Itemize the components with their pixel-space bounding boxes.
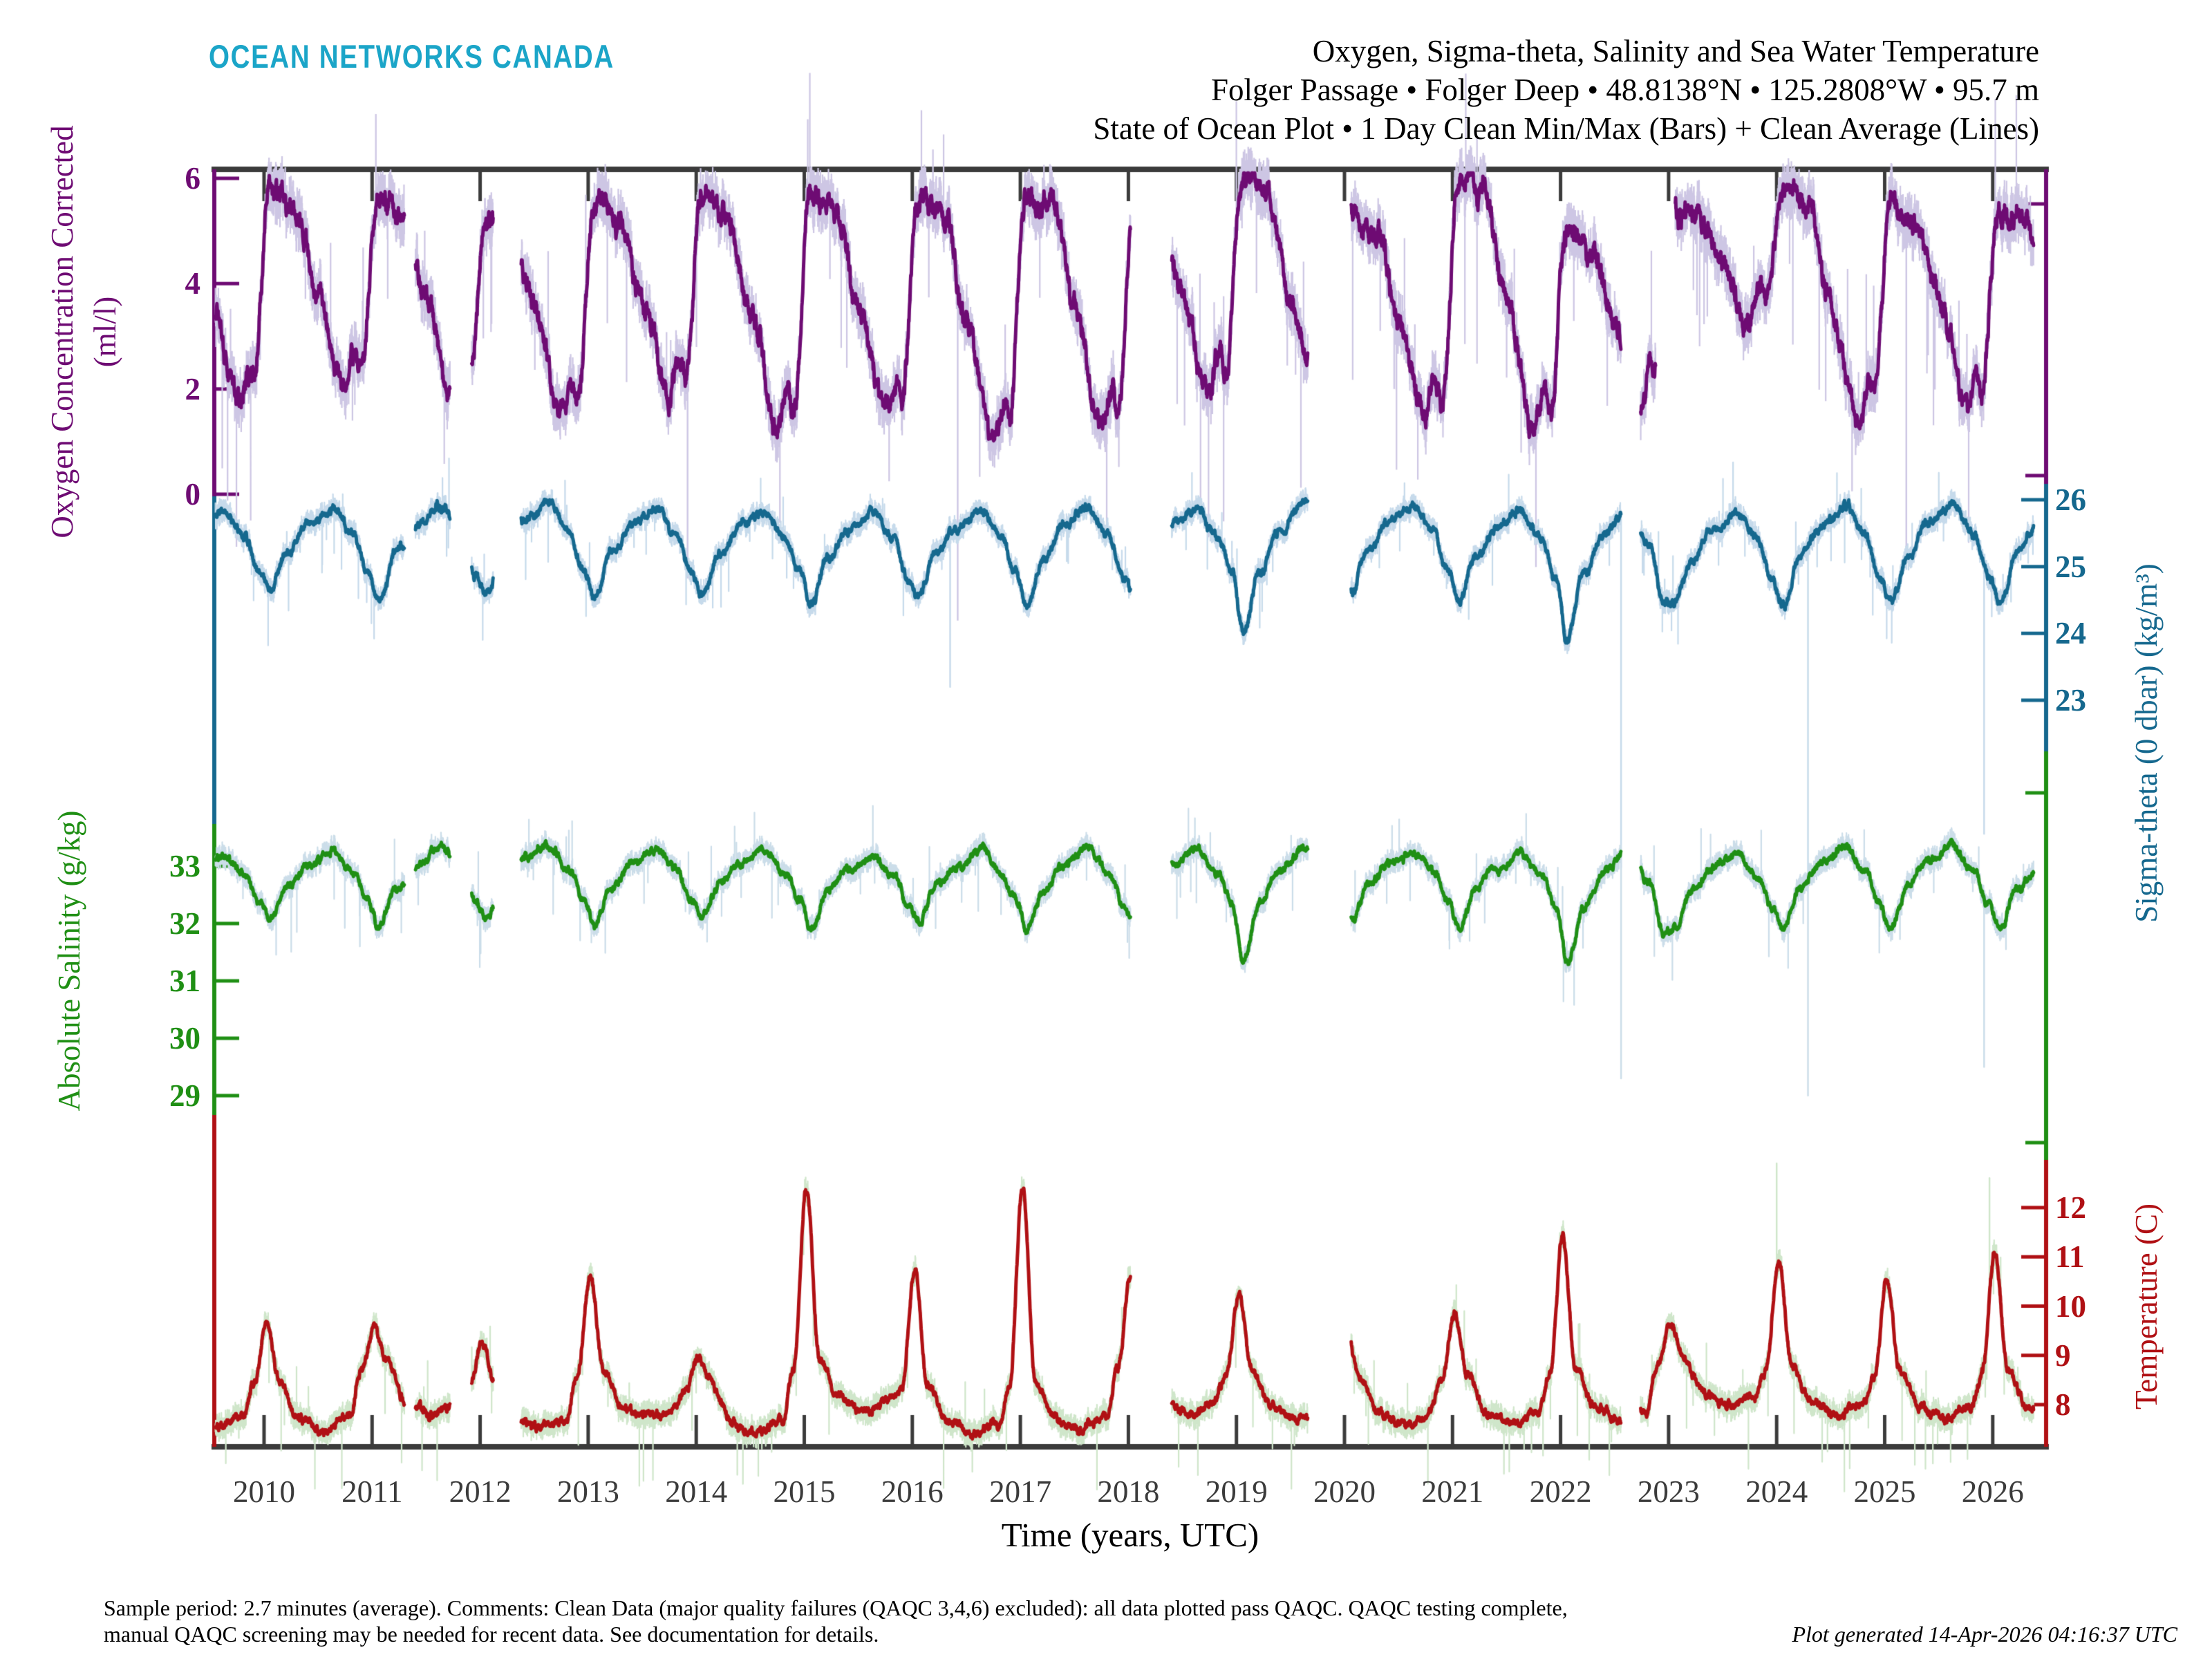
x-tick-label-year: 2016 [881, 1474, 944, 1509]
y-axis-title-salinity: Absolute Salinity (g/kg) [52, 810, 86, 1112]
y-tick-label-temperature: 10 [2055, 1288, 2086, 1324]
x-tick-label-year: 2023 [1637, 1474, 1700, 1509]
y-tick-label-temperature: 12 [2055, 1190, 2086, 1225]
y-tick-label-sigma_theta: 24 [2055, 616, 2086, 651]
x-tick-label-year: 2020 [1313, 1474, 1376, 1509]
y-tick-label-oxygen: 6 [185, 160, 200, 196]
x-tick-label-year: 2022 [1529, 1474, 1592, 1509]
y-tick-label-temperature: 8 [2055, 1387, 2071, 1422]
y-tick-label-oxygen: 2 [185, 371, 200, 406]
y-tick-label-salinity: 29 [169, 1078, 200, 1113]
footer-qaqc-note: manual QAQC screening may be needed for recent data. See documentation for details. [104, 1622, 879, 1647]
x-tick-label-year: 2019 [1205, 1474, 1268, 1509]
x-tick-label-year: 2010 [233, 1474, 295, 1509]
x-tick-label-year: 2024 [1745, 1474, 1808, 1509]
y-axis-title-oxygen: Oxygen Concentration Corrected [45, 125, 79, 538]
y-tick-label-sigma_theta: 25 [2055, 549, 2086, 584]
x-axis-title: Time (years, UTC) [1001, 1516, 1259, 1554]
y-tick-label-oxygen: 4 [185, 266, 200, 301]
y-axis-title-temperature: Temperature (C) [2129, 1203, 2164, 1409]
x-tick-label-year: 2025 [1853, 1474, 1916, 1509]
y-tick-label-salinity: 30 [169, 1021, 200, 1056]
y-tick-label-temperature: 9 [2055, 1338, 2071, 1373]
chart-title: Oxygen, Sigma-theta, Salinity and Sea Water Temperature [1312, 34, 2039, 68]
x-tick-label-year: 2017 [989, 1474, 1052, 1509]
x-tick-label-year: 2026 [1961, 1474, 2024, 1509]
y-axis-title-sigma-theta: Sigma-theta (0 dbar) (kg/m³) [2129, 563, 2164, 923]
y-tick-label-salinity: 33 [169, 849, 200, 883]
y-axis-title-oxygen-unit: (ml/l) [88, 296, 122, 368]
x-tick-label-year: 2018 [1097, 1474, 1160, 1509]
footer-sample-period: Sample period: 2.7 minutes (average). Comments: Clean Data (major quality failures (QAQC 3,4,6) excluded): all data plotted pass QAQC. QAQC testing complete, [104, 1595, 1568, 1620]
chart-subtitle-plottype: State of Ocean Plot • 1 Day Clean Min/Max (Bars) + Clean Average (Lines) [1093, 111, 2039, 146]
x-tick-label-year: 2015 [773, 1474, 836, 1509]
x-tick-label-year: 2021 [1421, 1474, 1484, 1509]
x-tick-label-year: 2013 [556, 1474, 619, 1509]
y-tick-label-salinity: 31 [169, 964, 200, 998]
y-tick-label-salinity: 32 [169, 906, 200, 941]
chart-subtitle-location: Folger Passage • Folger Deep • 48.8138°N • 125.2808°W • 95.7 m [1210, 73, 2039, 107]
x-tick-label-year: 2012 [449, 1474, 512, 1509]
y-tick-label-sigma_theta: 23 [2055, 683, 2086, 718]
y-tick-label-temperature: 11 [2055, 1239, 2085, 1275]
onc-logo: OCEAN NETWORKS CANADA [209, 38, 615, 75]
y-tick-label-oxygen: 0 [185, 477, 200, 512]
footer-generated-timestamp: Plot generated 14-Apr-2026 04:16:37 UTC [1792, 1622, 2177, 1647]
x-tick-label-year: 2011 [341, 1474, 403, 1509]
y-tick-label-sigma_theta: 26 [2055, 482, 2086, 517]
x-tick-label-year: 2014 [665, 1474, 728, 1509]
